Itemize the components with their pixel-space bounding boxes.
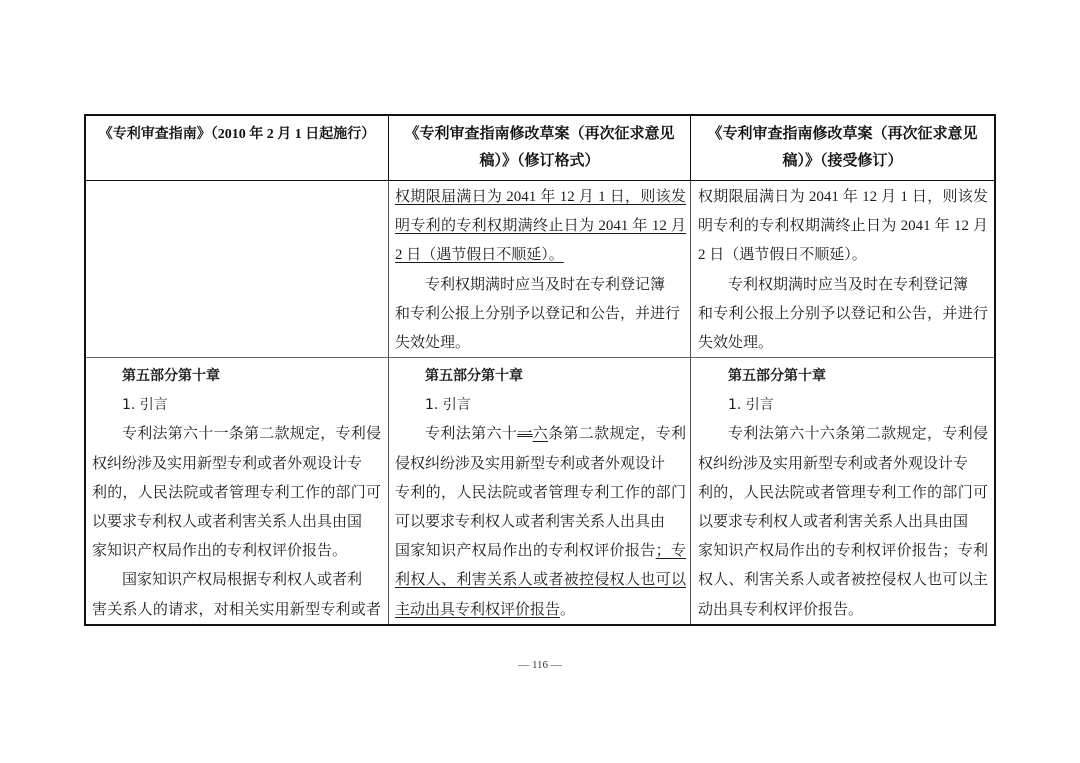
text-line (395, 329, 686, 358)
header-text: 《专利审查指南修改草案（再次征求意见 (404, 126, 675, 142)
text-segment: 1. 引言 (728, 397, 774, 414)
text-segment: 可以要求专利权人或者利害关系人出具由 (395, 513, 666, 530)
header-cell-current-guidelines (86, 116, 389, 181)
text-segment: 利的，人民法院或者管理专利工作的部门可 (698, 484, 988, 501)
text-line (92, 508, 381, 537)
text-segment: 专利权期满时应当及时在专利登记簿 (425, 276, 666, 293)
row1-current-cell (86, 181, 389, 358)
header-cell-draft-tracked (389, 116, 691, 181)
text-segment: 专利法第六十一条第二款规定，专利侵 (122, 426, 381, 443)
inserted-text: 明专利的专利权期满终止日为 2041 年 12 月 (395, 218, 686, 235)
text-segment: 以要求专利权人或者利害关系人出具由国 (92, 513, 363, 530)
text-segment: 权纠纷涉及实用新型专利或者外观设计专 (92, 455, 363, 472)
text-segment: 专利权期满时应当及时在专利登记簿 (728, 276, 969, 293)
row1-accepted-cell (691, 181, 994, 358)
text-line (698, 329, 988, 358)
text-line (698, 212, 988, 241)
text-line (395, 300, 686, 329)
text-line (395, 479, 686, 508)
text-segment: 和专利公报上分别予以登记和公告，并进行 (698, 305, 988, 322)
inserted-text: 权期限届满日为 2041 年 12 月 1 日，则该发 (395, 189, 686, 205)
text-segment: 专利法第六十 (425, 426, 518, 443)
text-segment: 失效处理。 (698, 334, 774, 351)
text-line (92, 391, 381, 420)
text-line (698, 420, 988, 449)
inserted-text: 六 (532, 426, 548, 443)
header-text: 《专利审查指南》（2010 年 2 月 1 日起施行） (98, 127, 376, 142)
deleted-text: 一 (517, 426, 533, 443)
text-line (698, 537, 988, 566)
text-line (395, 183, 686, 212)
header-text: 《专利审查指南修改草案（再次征求意见 (707, 126, 978, 142)
header-text: 稿）》（修订格式） (479, 153, 600, 169)
text-segment: 1. 引言 (122, 397, 168, 414)
text-line (698, 596, 988, 625)
text-line (92, 362, 381, 391)
text-segment: 害关系人的请求，对相关实用新型专利或者 (92, 601, 381, 618)
text-line (698, 508, 988, 537)
inserted-text: ；专 (655, 543, 686, 560)
text-line (395, 420, 686, 449)
text-segment: 利的，人民法院或者管理专利工作的部门可 (92, 484, 381, 501)
text-line (698, 566, 988, 595)
text-line (395, 537, 686, 566)
page-number: — 116 — (518, 659, 562, 671)
text-segment: 第五部分第十章 (425, 368, 523, 384)
text-line (395, 508, 686, 537)
row2-current-cell (86, 358, 389, 624)
inserted-text: 2 日（遇节假日不顺延）。 (395, 247, 564, 264)
row2-tracked-cell (389, 358, 691, 624)
text-segment: 家知识产权局作出的专利权评价报告；专利 (698, 543, 988, 560)
text-line (395, 566, 686, 595)
text-segment: 2 日（遇节假日不顺延）。 (698, 247, 867, 264)
text-segment: 侵权纠纷涉及实用新型专利或者外观设计 (395, 455, 666, 472)
inserted-text: 利权人、利害关系人或者被控侵权人也可以 (395, 572, 686, 589)
text-segment: 专利法第六十六条第二款规定，专利侵 (728, 426, 988, 443)
text-line (698, 271, 988, 300)
text-segment: 专利的，人民法院或者管理专利工作的部门 (395, 484, 686, 501)
row2-accepted-cell (691, 358, 994, 624)
text-line (92, 537, 381, 566)
text-line (92, 479, 381, 508)
text-line (395, 450, 686, 479)
comparison-table (84, 114, 996, 626)
text-line (698, 391, 988, 420)
inserted-text: 主动出具专利权评价报告 (395, 601, 561, 618)
text-segment: 第五部分第十章 (728, 368, 826, 384)
text-line (698, 241, 988, 270)
text-line (395, 212, 686, 241)
text-line (92, 450, 381, 479)
text-segment: 家知识产权局作出的专利权评价报告。 (92, 543, 348, 560)
text-segment: 明专利的专利权期满终止日为 2041 年 12 月 (698, 218, 988, 235)
text-line (698, 450, 988, 479)
text-line (698, 300, 988, 329)
text-line (698, 183, 988, 212)
text-line (698, 479, 988, 508)
text-line (92, 596, 381, 625)
header-cell-draft-accepted (691, 116, 994, 181)
text-segment: 第五部分第十章 (122, 368, 220, 384)
text-segment: 失效处理。 (395, 334, 471, 351)
text-segment: 国家知识产权局作出的专利权评价报告 (395, 543, 656, 560)
text-line (395, 596, 686, 625)
text-line (395, 391, 686, 420)
text-segment: 。 (560, 601, 576, 618)
text-line (92, 420, 381, 449)
text-segment: 权人、利害关系人或者被控侵权人也可以主 (698, 572, 988, 589)
text-segment: 国家知识产权局根据专利权人或者利 (122, 572, 363, 589)
text-segment: 条第二款规定，专利 (547, 426, 686, 443)
text-segment: 和专利公报上分别予以登记和公告，并进行 (395, 305, 681, 322)
text-line (395, 362, 686, 391)
row1-tracked-cell (389, 181, 691, 358)
text-line (395, 271, 686, 300)
header-text: 稿）》（接受修订） (782, 153, 903, 169)
text-line (92, 566, 381, 595)
text-line (395, 241, 686, 270)
text-line (698, 362, 988, 391)
text-segment: 以要求专利权人或者利害关系人出具由国 (698, 513, 969, 530)
text-segment: 权期限届满日为 2041 年 12 月 1 日，则该发 (698, 189, 988, 205)
text-segment: 1. 引言 (425, 397, 471, 414)
text-segment: 权纠纷涉及实用新型专利或者外观设计专 (698, 455, 969, 472)
text-segment: 动出具专利权评价报告。 (698, 601, 864, 618)
